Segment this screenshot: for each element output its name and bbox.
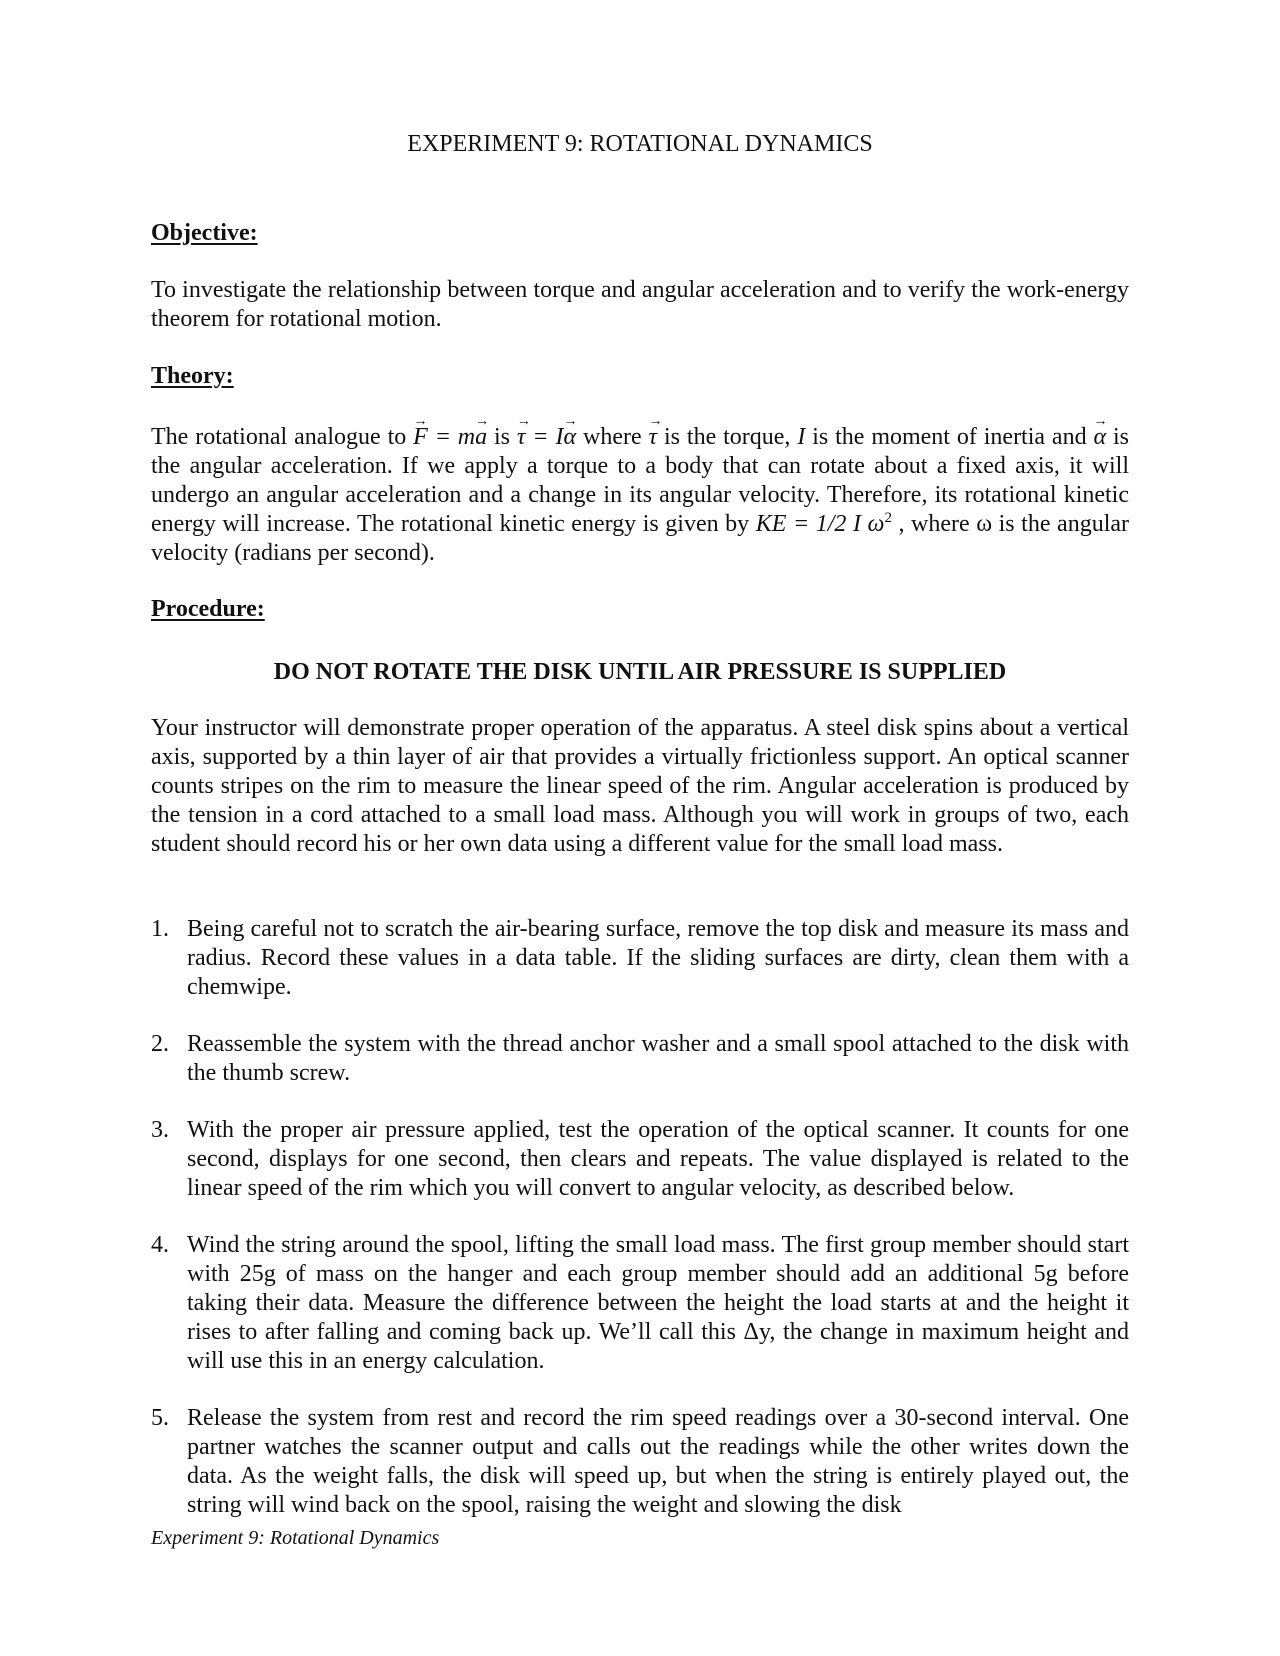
step-text: Reassemble the system with the thread anchor washer and a small spool attached to the disk with the thumb screw. xyxy=(187,1031,1129,1086)
step-number: 5. xyxy=(151,1405,169,1431)
theory-text-1: The rotational analogue to xyxy=(151,424,414,450)
theory-text-5: is the moment of inertia and xyxy=(805,424,1094,450)
theory-text-4: is the torque, xyxy=(657,424,798,450)
step-text: Wind the string around the spool, lifting the small load mass. The first group member should start with 25g of mass on the hanger and each group member should add an additional 5g before taking their data. Measure the difference between the height the load starts at and the height it rises to after falling and coming back up. We’ll call this Δy, the change in maximum height and will use this in an energy calculation. xyxy=(187,1232,1129,1374)
procedure-heading: Procedure: xyxy=(151,596,265,622)
step-text: With the proper air pressure applied, test the operation of the optical scanner. It counts for one second, displays for one second, then clears and repeats. The value displayed is related to the linear speed of the rim which you will convert to angular velocity, as described below. xyxy=(187,1117,1129,1201)
theory-heading: Theory: xyxy=(151,363,234,389)
equation-rotational: = I xyxy=(525,424,564,450)
angular-acceleration-vector-symbol: α → xyxy=(563,423,576,452)
kinetic-energy-exponent: 2 xyxy=(884,510,892,526)
procedure-intro: Your instructor will demonstrate proper operation of the apparatus. A steel disk spins about a vertical axis, supported by a thin layer of air that provides a virtually frictionless support. An optical scanner counts stripes on the rim to measure the linear speed of the rim. Angular acceleration is produced by the tension in a cord attached to a small load mass. Although you will work in groups of two, each student should record his or her own data using a different value for the small load mass. xyxy=(151,715,1129,857)
force-vector-symbol: F → xyxy=(413,423,428,452)
theory-text xyxy=(151,423,1129,568)
page-footer: Experiment 9: Rotational Dynamics xyxy=(151,1527,440,1549)
theory-text-6: is the angular acceleration. If we apply a torque to a body that can rotate about a fixed axis, it will undergo an angular acceleration and a change in its angular velocity. Therefore, its rotational kinetic energy will increase. The rotational kinetic energy is given by xyxy=(151,424,1129,537)
theory-text-2: is xyxy=(487,424,517,450)
step-number: 4. xyxy=(151,1232,169,1258)
kinetic-energy-formula: KE = 1/2 I ω xyxy=(755,511,885,537)
objective-text: To investigate the relationship between torque and angular acceleration and to verify the work-energy theorem for rotational motion. xyxy=(151,277,1129,332)
inertia-symbol: I xyxy=(797,424,806,450)
list-item xyxy=(151,1231,1129,1376)
acceleration-vector-symbol: a → xyxy=(475,423,487,452)
theory-text-3: where xyxy=(576,424,649,450)
list-item xyxy=(151,1116,1129,1203)
theory-text-7: , where ω is the angular velocity (radians per second). xyxy=(151,511,1130,566)
step-number: 3. xyxy=(151,1117,169,1143)
step-text: Release the system from rest and record the rim speed readings over a 30-second interval. One partner watches the scanner output and calls out the readings while the other writes down the data. As the weight falls, the disk will speed up, but when the string is entirely played out, the string will wind back on the spool, raising the weight and slowing the disk xyxy=(187,1405,1129,1518)
list-item xyxy=(151,915,1129,1002)
warning-notice: DO NOT ROTATE THE DISK UNTIL AIR PRESSURE IS SUPPLIED xyxy=(273,659,1007,685)
objective-heading: Objective: xyxy=(151,220,258,246)
list-item xyxy=(151,1404,1129,1520)
list-item xyxy=(151,1030,1129,1088)
equation-newton: = m xyxy=(427,424,476,450)
torque-vector-symbol-2: τ → xyxy=(649,423,658,452)
step-number: 1. xyxy=(151,916,169,942)
step-text: Being careful not to scratch the air-bearing surface, remove the top disk and measure its mass and radius. Record these values in a data table. If the sliding surfaces are dirty, clean them with a chemwipe. xyxy=(187,916,1129,1000)
step-number: 2. xyxy=(151,1031,169,1057)
page-title: EXPERIMENT 9: ROTATIONAL DYNAMICS xyxy=(407,131,873,157)
angular-acceleration-vector-symbol-2: α → xyxy=(1093,423,1106,452)
torque-vector-symbol: τ → xyxy=(517,423,526,452)
